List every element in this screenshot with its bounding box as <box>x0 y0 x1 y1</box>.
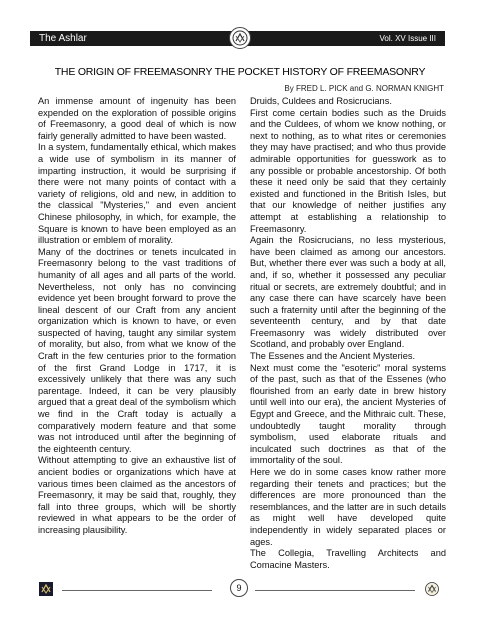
paragraph: An immense amount of ingenuity has been expended on the exploration of possible origins of Freemasonry, a good deal of which is now fairly generally admitted to have been wasted. <box>38 96 236 141</box>
footer-rule <box>255 590 415 591</box>
right-column <box>250 96 446 571</box>
paragraph: First come certain bodies such as the Druids and the Culdees, of whom we know nothing, or next to nothing, as to what rites or ceremonies they may have practised; and who thus provide admirable opportunities for guesswork as to any possible or probable ancestorship. Of both these it need only be said that they certainly existed and functioned in the British Isles, but that our knowledge of neither justifies any attempt at establishing a relationship to Freemasonry. <box>250 107 446 234</box>
square-compass-icon <box>39 582 53 596</box>
section-heading: The Collegia, Travelling Architects and Comacine Masters. <box>250 548 446 570</box>
paragraph: Again the Rosicrucians, no less mysterious, have been claimed as among our ancestors. But, whether there ever was such a body at all, and, if so, whether it possessed any peculiar ritual or secrets, are extremely doubtful; and in any case there can have scarcely have been such a fraternity until after the beginning of the seventeenth century, and by that date Freemasonry was widely distributed over Scotland, and probably over England. <box>250 235 446 350</box>
article-byline: By FRED L. PICK and G. NORMAN KNIGHT <box>284 84 444 93</box>
footer-rule <box>62 590 212 591</box>
section-heading: Druids, Culdees and Rosicrucians. <box>250 96 392 106</box>
masonic-emblem-icon <box>229 27 251 49</box>
header-bar <box>30 31 445 46</box>
page-number: 9 <box>230 579 248 597</box>
paragraph: Here we do in some cases know rather more regarding their tenets and practices; but the differences are more pronounced than the resemblances, and the latter are in such details as might well have developed quite independently in widely separated places or ages. <box>250 467 446 547</box>
issue-label: Vol. XV Issue III <box>379 34 436 43</box>
paragraph: In a system, fundamentally ethical, which makes a wide use of symbolism in its manner of imparting instruction, it would be surprising if there were not many points of contact with a variety of religions, old and new, in addition to the classical "Mysteries," and even ancient Chinese philosophy, in which, for example, the Square is known to have been employed as an illustration or emblem of morality. <box>38 142 236 246</box>
left-column <box>38 96 236 537</box>
masonic-emblem-icon <box>425 582 439 596</box>
article-title: THE ORIGIN OF FREEMASONRY THE POCKET HISTORY OF FREEMASONRY <box>54 66 426 78</box>
paragraph: Many of the doctrines or tenets inculcated in Freemasonry belong to the vast traditions of humanity of all ages and all parts of the world. Nevertheless, not only has no convincing evidence yet been brought forward to prove the lineal descent of our Craft from any ancient organization which is known to have, or even suspected of having, taught any similar system of morality, but also, from what we know of the Craft in the few centuries prior to the formation of the first Grand Lodge in 1717, it is excessively unlikely that there was any such parentage. Indeed, it can be very plausibly argued that a great deal of the symbolism which we find in the Craft today is actually a comparatively modern feature and that some was not introduced until after the beginning of the eighteenth century. <box>38 246 236 454</box>
paragraph: Next must come the "esoteric" moral systems of the past, such as that of the Essenes (who flourished from an early date in brew history until well into our era), the ancient Mysteries of Egypt and Greece, and the Mithraic cult. These, undoubtedly taught morality through symbolism, used elaborate rituals and inculcated such doctrines as that of the immortality of the soul. <box>250 362 446 466</box>
paragraph: Without attempting to give an exhaustive list of ancient bodies or organizations which have at various times been claimed as the ancestors of Freemasonry, it may be said that, roughly, they fall into three groups, which will be shortly reviewed in what appears to be the order of increasing plausibility. <box>38 455 236 535</box>
section-heading: The Essenes and the Ancient Mysteries. <box>250 351 416 362</box>
publication-name: The Ashlar <box>39 33 87 44</box>
